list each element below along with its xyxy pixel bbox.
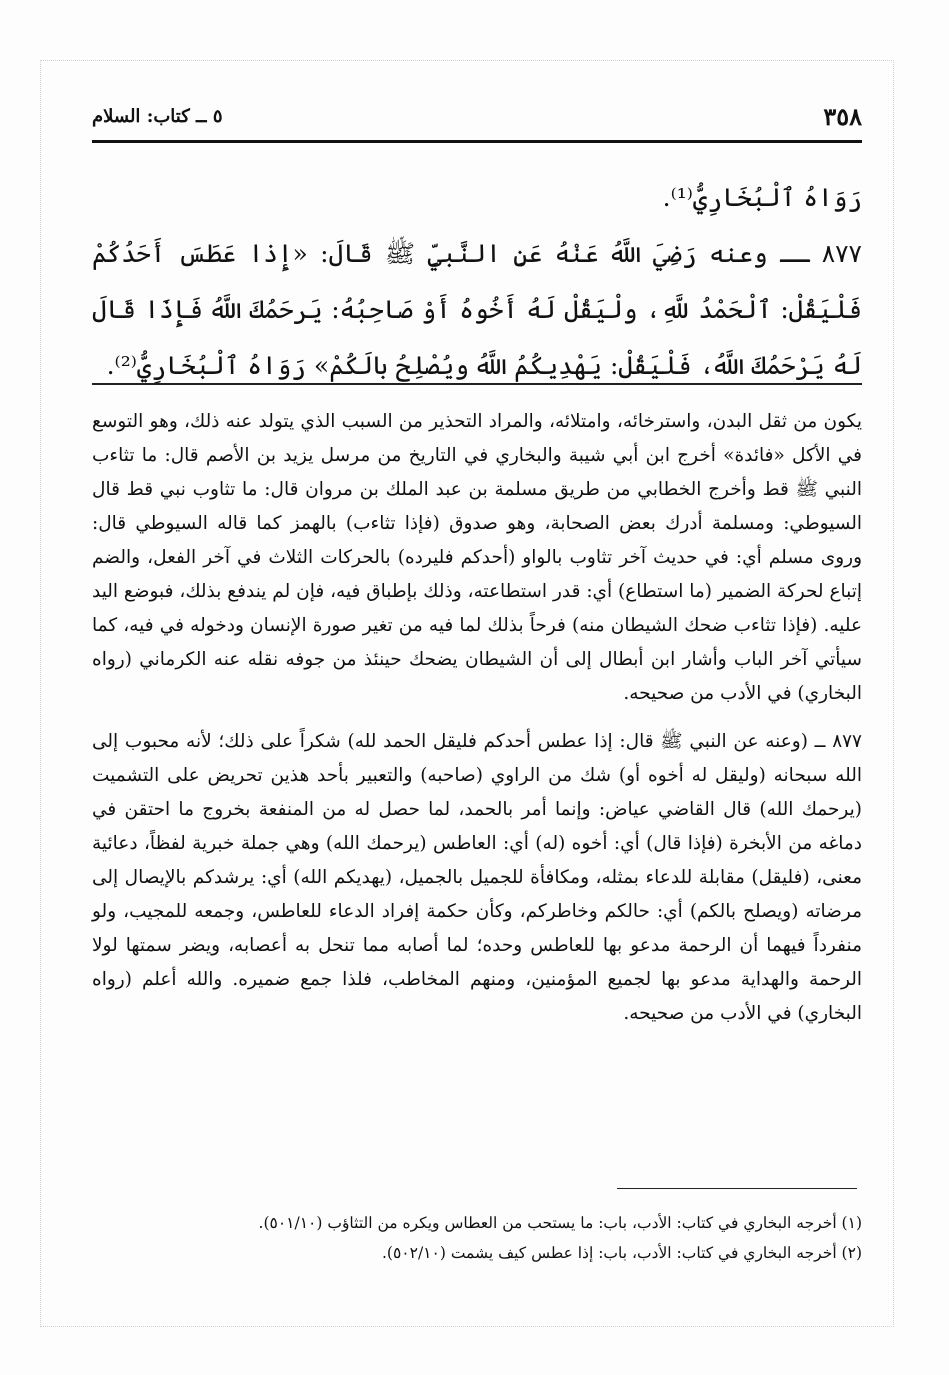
header-divider <box>92 140 862 143</box>
commentary-block <box>92 405 862 1045</box>
section-divider <box>92 383 862 385</box>
page-number: ٣٥٨ <box>823 102 862 131</box>
footnote-2: (٢) أخرجه البخاري في كتاب: الأدب، باب: إذا عطس كيف يشمت (٥٠٢/١٠). <box>382 1244 862 1262</box>
previous-hadith-tail: رَوَاهُ ٱلْبُخَارِيُّ⁽¹⁾. <box>662 183 862 212</box>
footnote-divider <box>617 1188 857 1189</box>
footnotes <box>92 1208 862 1268</box>
footnote-1: (١) أخرجه البخاري في كتاب: الأدب، باب: ما يستحب من العطاس ويكره من التثاؤب (٥٠١/١٠). <box>258 1214 862 1232</box>
page-header <box>92 100 862 136</box>
hadith-877: ٨٧٧ ــ وعنه رَضِيَ اللَّهُ عَنْهُ عَنِ النَّبيِّ ﷺ قَالَ: «إِذا عَطَسَ أَحَدُكُمْ فَلْيَقُلْ: ٱلْحَمْدُ للَّهِ، ولْيَقُلْ لَهُ أَخُوهُ أَوْ صَاحِبُهُ: يَرحَمُكَ اللَّهُ فَإِذَا قَالَ لَهُ يَرْحَمُكَ اللَّهُ، فَلْيَقُلْ: يَهْدِيكُمُ اللَّهُ ويُصْلِحُ بالَكُمْ» رَوَاهُ ٱلْبُخَارِيُّ⁽²⁾. <box>92 239 862 380</box>
chapter-title: ٥ ــ كتاب: السلام <box>92 106 223 127</box>
commentary-paragraph: ٨٧٧ ــ (وعنه عن النبي ﷺ قال: إذا عطس أحدكم فليقل الحمد لله) شكراً على ذلك؛ لأنه محبوب إلى الله سبحانه (وليقل له أخوه أو) شك من الراوي (صاحبه) والتعبير بأحد هذين تحريض على التشميت (يرحمك الله) قال القاضي عياض: وإنما أمر بالحمد، لما حصل له من المنفعة بخروج ما احتقن في دماغه من الأبخرة (فإذا قال) أي: أخوه (له) أي: العاطس (يرحمك الله) وهي جملة خبرية لفظاً، دعائية معنى، (فليقل) مقابلة للدعاء بمثله، ومكافأة للجميل بالجميل، (يهديكم الله) أي: يرشدكم بالإيصال إلى مرضاته (ويصلح بالكم) أي: حالكم وخاطركم، وكأن حكمة إفراد الدعاء للعاطس، وجمعه للمجيب، ولو منفرداً فيهما أن الرحمة مدعو بها للعاطس وحده؛ لما أصابه مما تنحل به أعصابه، ويضر سمتها لولا الرحمة والهداية مدعو بها لجميع المؤمنين، ومنهم المخاطب، فلذا جمع ضميره. والله أعلم (رواه البخاري) في الأدب من صحيحه. <box>92 731 862 1024</box>
hadith-text-block <box>92 170 862 394</box>
commentary-paragraph: يكون من ثقل البدن، واسترخائه، وامتلائه، والمراد التحذير من السبب الذي يتولد عنه ذلك، وهو التوسع في الأكل «فائدة» أخرج ابن أبي شيبة والبخاري في التاريخ من مرسل يزيد بن الأصم قال: ما تثاءب النبي ﷺ قط وأخرج الخطابي من طريق مسلمة بن عبد الملك بن مروان قال: ما تثاوب نبي قط قال السيوطي: ومسلمة أدرك بعض الصحابة، وهو صدوق (فإذا تثاءب) بالهمز كما قاله السيوطي قال: وروى مسلم أي: في حديث آخر تثاوب بالواو (أحدكم فليرده) بالحركات الثلاث في آخر الفعل، والضم إتباع لحركة الضمير (ما استطاع) أي: قدر استطاعته، وذلك بإطباق فيه، فإن لم يندفع بذلك، فبوضع اليد عليه. (فإذا تثاءب ضحك الشيطان منه) فرحاً بذلك لما فيه من تغير صورة الإنسان ودخوله في فيه، كما سيأتي آخر الباب وأشار ابن أبطال إلى أن الشيطان يضحك حينئذ من جوفه نقله عنه الكرماني (رواه البخاري) في الأدب من صحيحه. <box>91 411 863 704</box>
